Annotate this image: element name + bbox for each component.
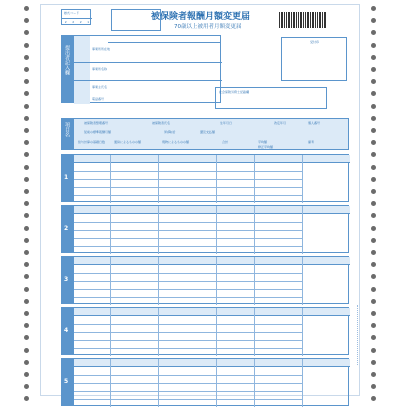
row-number: 2 [64, 225, 69, 232]
tractor-hole [24, 250, 29, 255]
tractor-hole [24, 201, 29, 206]
tractor-hole [371, 250, 376, 255]
tractor-hole [24, 116, 29, 121]
tractor-hole [24, 91, 29, 96]
insured-row [73, 307, 349, 355]
form-title: 被保険者報酬月額変更届 [151, 12, 251, 22]
form-code-box [61, 9, 91, 25]
tractor-hole [371, 262, 376, 267]
employer-owner-label: 事業主氏名 [92, 85, 108, 89]
tractor-hole [24, 104, 29, 109]
tractor-hole [24, 177, 29, 182]
form-sheet [40, 4, 360, 396]
tractor-hole [24, 274, 29, 279]
tractor-hole [24, 262, 29, 267]
form-code-digit-1: 2 [64, 20, 67, 24]
tractor-hole [371, 6, 376, 11]
header-adjusted-average: 修正平均額 [258, 145, 274, 149]
header-total: 合計 [222, 140, 229, 144]
employer-address-label: 事業所所在地 [92, 47, 111, 51]
form-code-label: 様式コード [64, 11, 80, 15]
insured-header-bar [61, 118, 73, 150]
tractor-hole [371, 140, 376, 145]
tractor-hole [371, 311, 376, 316]
tractor-hole [371, 116, 376, 121]
row-number-bar [61, 154, 73, 202]
form-subtitle: 70歳以上被用者月額変更届 [174, 24, 242, 30]
tractor-hole [24, 213, 29, 218]
tractor-hole [371, 18, 376, 23]
tractor-hole [371, 91, 376, 96]
insured-row [73, 205, 349, 253]
tractor-hole [24, 226, 29, 231]
tractor-hole [371, 67, 376, 72]
tractor-hole [371, 396, 376, 401]
row-number-bar [61, 307, 73, 355]
receipt-label: 受付印 [310, 40, 320, 44]
tractor-hole [24, 384, 29, 389]
tractor-hole [24, 323, 29, 328]
tractor-hole [371, 79, 376, 84]
tractor-hole [371, 30, 376, 35]
form-code-digit-4: 1 [87, 20, 90, 24]
header-in-kind: 現物によるものの額 [162, 140, 190, 144]
header-raise: 昇(降)給 [164, 130, 176, 134]
row-number-bar [61, 205, 73, 253]
employer-name-label: 事業所名称 [92, 67, 108, 71]
tractor-hole [24, 396, 29, 401]
tractor-hole [24, 30, 29, 35]
tractor-hole [371, 104, 376, 109]
tractor-hole [24, 67, 29, 72]
row-number: 3 [64, 276, 69, 283]
row-number: 1 [64, 174, 69, 181]
tractor-hole [24, 287, 29, 292]
tractor-hole [24, 311, 29, 316]
tractor-hole [371, 226, 376, 231]
tractor-hole [24, 55, 29, 60]
tractor-hole [371, 43, 376, 48]
header-remarks: 備考 [308, 140, 315, 144]
tractor-hole [24, 79, 29, 84]
tractor-hole [371, 152, 376, 157]
tractor-hole [24, 6, 29, 11]
tractor-hole [24, 372, 29, 377]
tractor-hole [24, 299, 29, 304]
tractor-hole [371, 372, 376, 377]
tractor-hole [371, 384, 376, 389]
row-number-bar [61, 256, 73, 304]
employer-section [73, 35, 221, 103]
employer-phone-label: 電話番号 [92, 97, 105, 101]
header-revision-month: 改定年月 [274, 121, 287, 125]
header-base-days: 給与計算の基礎日数 [78, 140, 106, 144]
tractor-hole [24, 238, 29, 243]
header-average: 平均額 [258, 140, 268, 144]
insured-row [73, 358, 349, 406]
tractor-hole [24, 140, 29, 145]
tractor-hole [371, 128, 376, 133]
row-number: 5 [64, 378, 69, 385]
labor-consultant-label: 社会保険労務士記載欄 [219, 90, 250, 94]
tractor-hole [24, 189, 29, 194]
insured-row [73, 154, 349, 202]
labor-consultant-box [215, 87, 327, 109]
tractor-hole [24, 43, 29, 48]
side-print-strip [357, 305, 359, 365]
header-prev-standard: 従前の標準報酬月額 [84, 130, 112, 134]
header-insured-name: 被保険者氏名 [152, 121, 171, 125]
tractor-hole [371, 55, 376, 60]
tractor-hole [371, 177, 376, 182]
barcode [279, 12, 327, 28]
tractor-hole [371, 238, 376, 243]
tractor-hole [24, 335, 29, 340]
header-retroactive: 遡及支払額 [200, 130, 216, 134]
insured-header [73, 118, 349, 150]
tractor-hole [24, 18, 29, 23]
tractor-hole [24, 128, 29, 133]
form-code-digit-2: 2 [72, 20, 75, 24]
employer-section-label: 提出者記入欄 [64, 45, 70, 75]
employer-section-bar [61, 35, 73, 103]
tractor-hole [371, 360, 376, 365]
header-insured-number: 被保険者整理番号 [84, 121, 109, 125]
header-individual-number: 個人番号 [308, 121, 321, 125]
tractor-hole [371, 189, 376, 194]
tractor-hole [371, 274, 376, 279]
tractor-hole [371, 323, 376, 328]
tractor-hole [371, 287, 376, 292]
tractor-hole [371, 165, 376, 170]
receipt-stamp-box [281, 37, 347, 81]
insured-header-label: 項目名 [64, 122, 70, 137]
row-number-bar [61, 358, 73, 406]
tractor-hole [371, 348, 376, 353]
tractor-hole [371, 299, 376, 304]
insured-row [73, 256, 349, 304]
tractor-hole [371, 201, 376, 206]
tractor-hole [24, 360, 29, 365]
header-birthdate: 生年月日 [220, 121, 233, 125]
tractor-hole [24, 152, 29, 157]
form-code-digit-3: 2 [79, 20, 82, 24]
tractor-hole [371, 335, 376, 340]
row-number: 4 [64, 327, 69, 334]
tractor-hole [371, 213, 376, 218]
tractor-hole [24, 165, 29, 170]
header-currency: 通貨によるものの額 [114, 140, 142, 144]
tractor-hole [24, 348, 29, 353]
